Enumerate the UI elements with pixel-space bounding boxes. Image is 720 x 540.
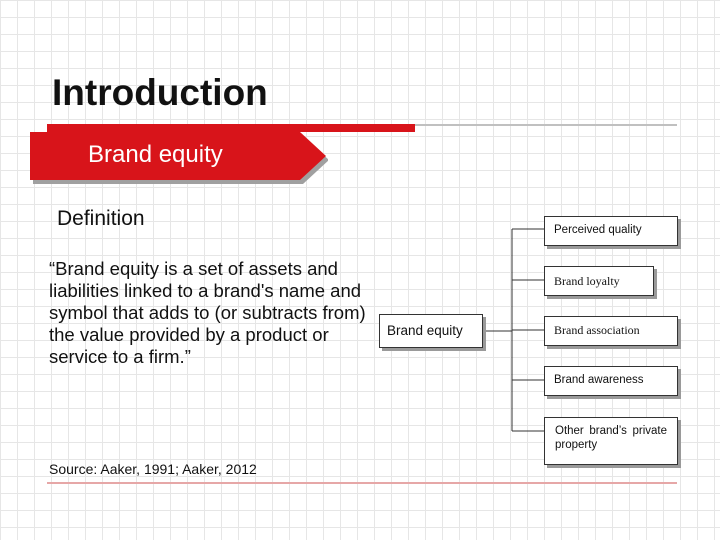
box-brand-loyalty-label: Brand loyalty xyxy=(554,274,620,288)
box-brand-equity-label: Brand equity xyxy=(387,323,463,338)
definition-quote: “Brand equity is a set of assets and liabilities linked to a brand's name and symbol that adds to (or subtracts from) the value provided by a product or service to a firm.” xyxy=(49,258,366,367)
box-perceived-quality-label: Perceived quality xyxy=(554,224,642,236)
box-other-property xyxy=(544,417,678,465)
box-perceived-quality xyxy=(544,216,678,246)
box-brand-awareness-label: Brand awareness xyxy=(554,374,644,386)
box-brand-association-label: Brand association xyxy=(554,323,640,337)
box-brand-association xyxy=(544,316,678,346)
box-brand-equity xyxy=(379,314,483,348)
box-other-property-label: Other brand’s private property xyxy=(555,425,667,451)
slide-title: Introduction xyxy=(52,72,268,113)
banner-label: Brand equity xyxy=(88,141,223,168)
source-citation: Source: Aaker, 1991; Aaker, 2012 xyxy=(49,461,257,477)
definition-heading: Definition xyxy=(57,207,145,230)
box-brand-loyalty xyxy=(544,266,654,296)
box-brand-awareness xyxy=(544,366,678,396)
